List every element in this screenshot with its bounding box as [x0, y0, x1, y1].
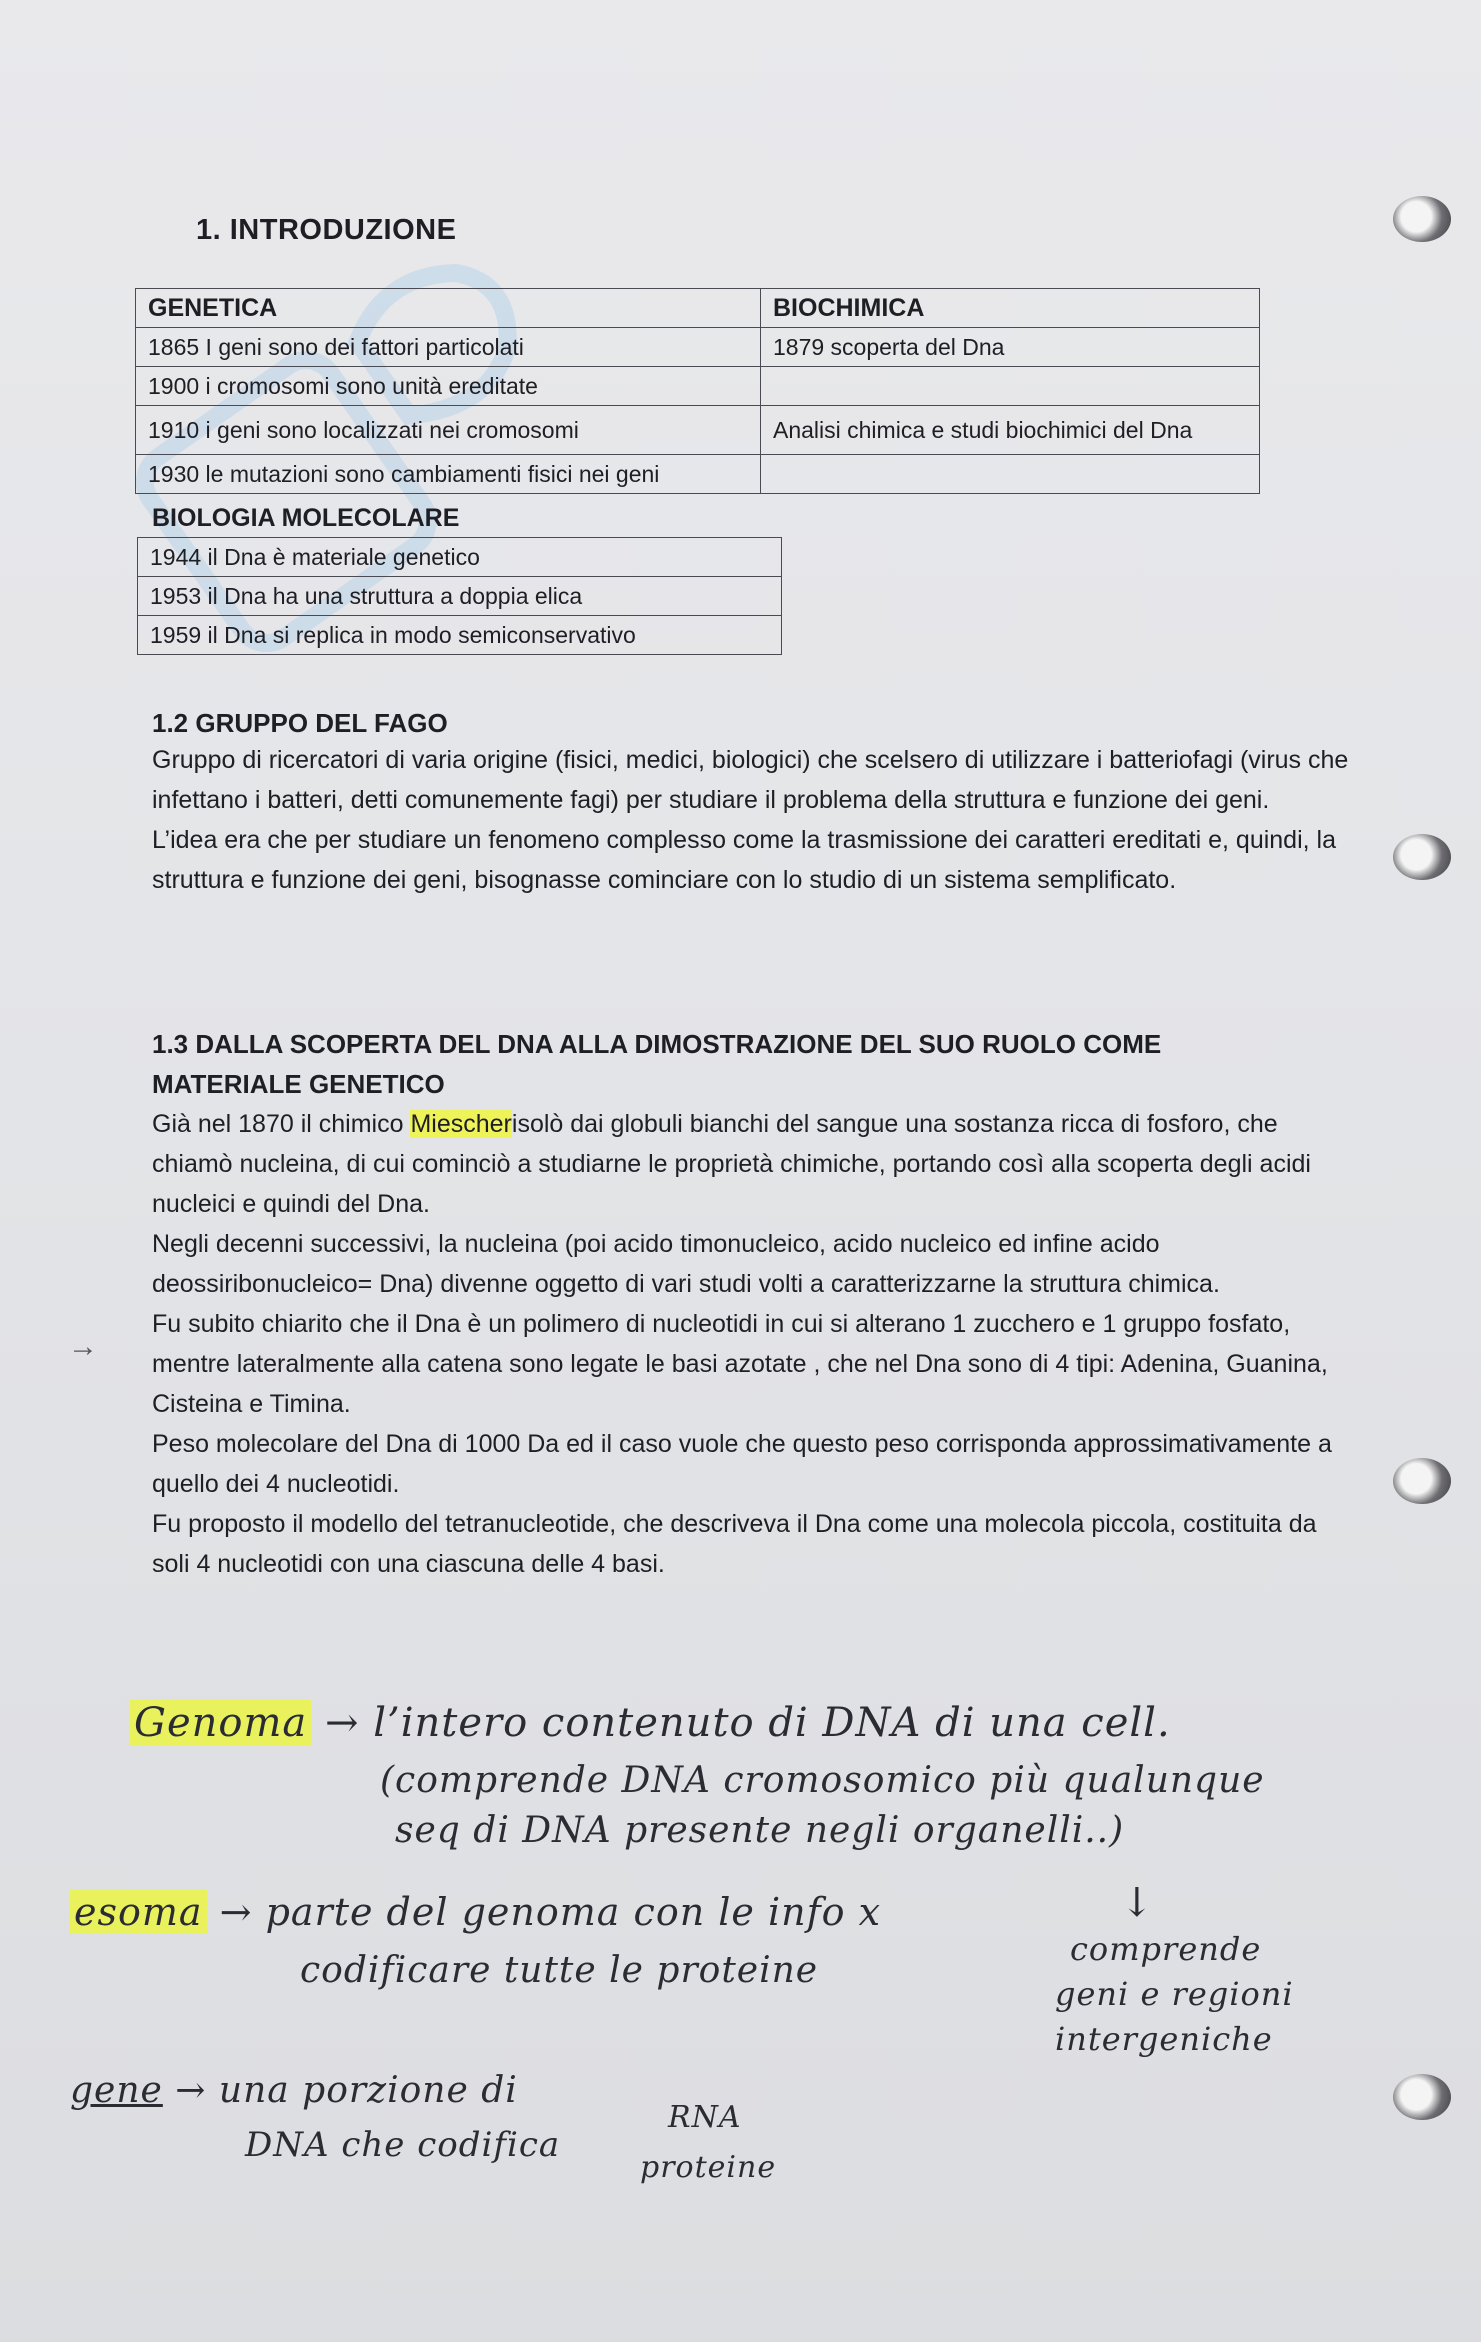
table-cell: 1865 I geni sono dei fattori particolati	[136, 328, 761, 367]
paragraph: Peso molecolare del Dna di 1000 Da ed il caso vuole che questo peso corrisponda approssimativamente a quello dei 4 nucleotidi.	[152, 1430, 1332, 1498]
punch-hole-1	[1393, 196, 1451, 242]
table-cell: 1959 il Dna si replica in modo semiconservativo	[138, 616, 782, 655]
header-genetica: GENETICA	[136, 289, 761, 328]
genoma-def-line: seq di DNA presente negli organelli..)	[395, 1810, 1125, 1851]
table-cell: 1953 il Dna ha una struttura a doppia elica	[138, 577, 782, 616]
punch-hole-3	[1393, 1458, 1451, 1504]
margin-arrow: →	[68, 1330, 98, 1363]
section-title-dna: 1.3 DALLA SCOPERTA DEL DNA ALLA DIMOSTRAZIONE DEL SUO RUOLO COME MATERIALE GENETICO	[152, 1029, 1162, 1099]
paragraph: Negli decenni successivi, la nucleina (poi acido timonucleico, acido nucleico ed infine acido deossiribonucleico= Dna) divenne oggetto di vari studi volti a caratterizzarne la struttura chimica.	[152, 1230, 1220, 1298]
genetica-biochimica-table	[135, 288, 1260, 494]
table-row	[136, 328, 1260, 367]
table-row	[138, 616, 782, 655]
header-biochimica: BIOCHIMICA	[761, 289, 1260, 328]
table-cell: 1930 le mutazioni sono cambiamenti fisici nei geni	[136, 455, 761, 494]
gene-def-line: DNA che codifica	[245, 2125, 561, 2165]
esoma-def-line: → parte del genoma con le info x	[219, 1890, 882, 1934]
side-note-line: geni e regioni	[1055, 1975, 1294, 2013]
biologia-molecolare-title: BIOLOGIA MOLECOLARE	[152, 504, 460, 532]
table-row	[136, 455, 1260, 494]
side-note-line: comprende	[1070, 1930, 1262, 1968]
table-cell	[761, 455, 1260, 494]
table-row	[136, 367, 1260, 406]
table-cell: Analisi chimica e studi biochimici del Dna	[761, 406, 1260, 455]
text-fragment: isolò dai globuli bianchi del sangue una sostanza ricca di fosforo, che chiamò nucleina, di cui cominciò a studiarne le proprietà chimiche, portando così alla scoperta degli acidi nucleici e quindi del Dna.	[152, 1110, 1311, 1218]
esoma-term: esoma	[70, 1890, 207, 1934]
page-heading: 1. INTRODUZIONE	[196, 214, 457, 246]
table-cell: 1879 scoperta del Dna	[761, 328, 1260, 367]
paragraph	[152, 1104, 1352, 1224]
handwritten-esoma	[70, 1890, 881, 1934]
gene-term: gene	[70, 2070, 163, 2111]
section-body-fago	[152, 740, 1352, 900]
table-cell: 1944 il Dna è materiale genetico	[138, 538, 782, 577]
paragraph: Gruppo di ricercatori di varia origine (fisici, medici, biologici) che scelsero di utilizzare i batteriofagi (virus che infettano i batteri, detti comunemente fagi) per studiare il problema della struttura e funzione dei geni.	[152, 746, 1349, 814]
genoma-term: Genoma	[130, 1700, 311, 1746]
table-row	[138, 577, 782, 616]
table-header-row	[136, 289, 1260, 328]
paragraph: Fu subito chiarito che il Dna è un polimero di nucleotidi in cui si alterano 1 zucchero e 1 gruppo fosfato, mentre lateralmente alla catena sono legate le basi azotate , che nel Dna sono di 4 tipi: Adenina, Guanina, Cisteina e Timina.	[152, 1310, 1328, 1418]
table-cell	[761, 367, 1260, 406]
punch-hole-2	[1393, 834, 1451, 880]
handwritten-gene	[70, 2070, 518, 2111]
genoma-def-line: → l’intero contenuto di DNA di una cell.	[324, 1700, 1171, 1746]
handwritten-genoma	[130, 1700, 1171, 1746]
section-title-fago: 1.2 GRUPPO DEL FAGO	[152, 708, 448, 738]
table-cell: 1900 i cromosomi sono unità ereditate	[136, 367, 761, 406]
table-row	[138, 538, 782, 577]
paragraph: L’idea era che per studiare un fenomeno complesso come la trasmissione dei caratteri ereditati e, quindi, la struttura e funzione dei geni, bisognasse cominciare con lo studio di un sistema semplificato.	[152, 826, 1336, 894]
table-row	[136, 406, 1260, 455]
biologia-molecolare-table	[137, 537, 782, 655]
table-cell: 1910 i geni sono localizzati nei cromosomi	[136, 406, 761, 455]
text-fragment: Già nel 1870 il chimico	[152, 1110, 411, 1138]
punch-hole-4	[1393, 2074, 1451, 2120]
section-body-dna	[152, 1104, 1352, 1584]
gene-def-line: → una porzione di	[175, 2070, 518, 2111]
side-note-line: intergeniche	[1055, 2020, 1273, 2058]
esoma-def-line: codificare tutte le proteine	[300, 1950, 819, 1991]
highlighted-name: Miescher	[410, 1110, 512, 1138]
side-arrow: ↓	[1120, 1880, 1155, 1926]
paragraph: Fu proposto il modello del tetranucleotide, che descriveva il Dna come una molecola piccola, costituita da soli 4 nucleotidi con una ciascuna delle 4 basi.	[152, 1510, 1317, 1578]
gene-proteine: proteine	[640, 2150, 777, 2185]
gene-rna: RNA	[668, 2100, 742, 2135]
genoma-def-line: (comprende DNA cromosomico più qualunque	[380, 1760, 1265, 1801]
